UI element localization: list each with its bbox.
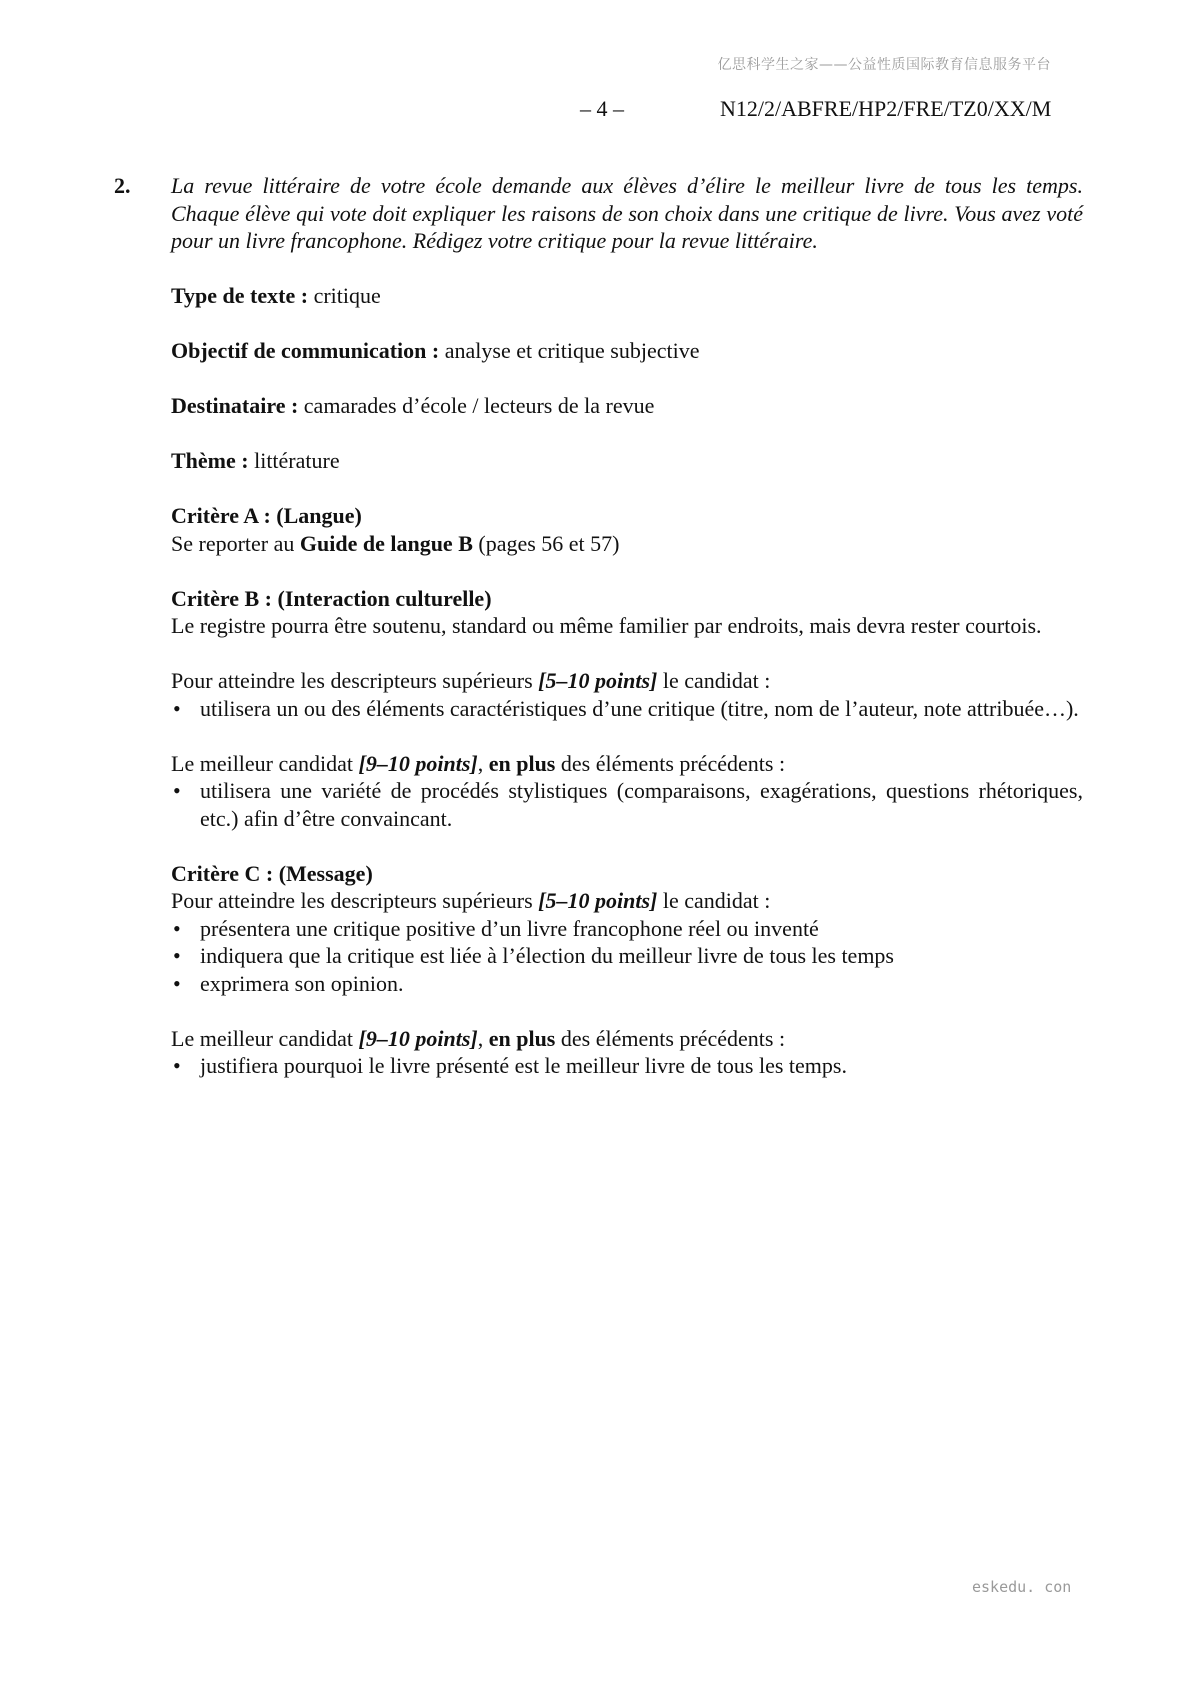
language-guide-ref: Guide de langue B	[299, 530, 473, 556]
text-type-label: Type de texte :	[171, 283, 309, 308]
top-watermark: 亿思科学生之家——公益性质国际教育信息服务平台	[717, 57, 1051, 73]
list-item-text: indiquera que la critique est liée à l’élection du meilleur livre de tous les temps	[200, 943, 894, 968]
text-type-line	[171, 282, 1083, 310]
criterion-b-upper-intro	[171, 667, 1083, 695]
criterion-b-heading	[171, 585, 1083, 613]
bullet-icon: •	[173, 943, 181, 968]
criterion-b-best-intro	[171, 750, 1083, 778]
c-best-mid: ,	[477, 1025, 489, 1051]
bullet-icon: •	[173, 778, 181, 803]
criterion-a-heading-text: Critère A : (Langue)	[171, 503, 362, 528]
criterion-b-best-list	[171, 777, 1083, 832]
criterion-c-heading	[171, 860, 1083, 888]
b-upper-points: [5–10 points]	[538, 668, 658, 693]
list-item	[171, 695, 1083, 723]
list-item-text: présentera une critique positive d’un livre francophone réel ou inventé	[200, 915, 819, 941]
list-item	[171, 915, 1083, 943]
criterion-a-text-pre: Se reporter au	[171, 530, 300, 556]
question-prompt: La revue littéraire de votre école demande aux élèves d’élire le meilleur livre de tous les temps. Chaque élève qui vote doit expliquer les raisons de son choix dans une critique de livre. Vous avez voté pour un livre francophone. Rédigez votre critique pour la revue littéraire.	[171, 173, 1083, 253]
list-item	[171, 942, 1083, 970]
list-item	[171, 777, 1083, 832]
list-item-text: exprimera son opinion.	[200, 970, 404, 996]
criterion-c-best-intro	[171, 1025, 1083, 1053]
criterion-a-text	[171, 530, 1083, 558]
c-upper-post: le candidat :	[657, 888, 771, 913]
b-best-post: des éléments précédents :	[555, 750, 786, 776]
c-upper-pre: Pour atteindre les descripteurs supérieurs	[171, 888, 539, 913]
bullet-icon: •	[173, 695, 181, 721]
bottom-watermark: eskedu. con	[972, 1578, 1072, 1596]
criterion-b-text: Le registre pourra être soutenu, standard ou même familier par endroits, mais devra rester courtois.	[171, 613, 1042, 638]
b-upper-post: le candidat :	[657, 668, 771, 693]
b-upper-pre: Pour atteindre les descripteurs supérieurs	[171, 668, 539, 693]
c-upper-points: [5–10 points]	[538, 888, 658, 913]
page-number: – 4 –	[580, 96, 624, 121]
text-type-value: critique	[308, 283, 381, 308]
list-item-text: utilisera un ou des éléments caractéristiques d’une critique (titre, nom de l’auteur, note attribuée…).	[200, 695, 1079, 721]
c-best-pre: Le meilleur candidat	[171, 1025, 359, 1051]
objective-line	[171, 337, 1083, 365]
list-item	[171, 970, 1083, 998]
question-content	[171, 172, 1083, 1080]
list-item-text: utilisera une variété de procédés stylistiques (comparaisons, exagérations, questions rhétoriques, etc.) afin d’être convaincant.	[200, 778, 1083, 831]
criterion-c-best-list	[171, 1052, 1083, 1080]
criterion-c-upper-list	[171, 915, 1083, 998]
b-best-mid: ,	[477, 750, 489, 776]
list-item	[171, 1052, 1083, 1080]
c-best-points: [9–10 points]	[358, 1025, 478, 1051]
b-best-pre: Le meilleur candidat	[171, 750, 359, 776]
objective-value: analyse et critique subjective	[439, 338, 700, 363]
c-best-bold: en plus	[488, 1025, 556, 1051]
b-best-bold: en plus	[488, 750, 556, 776]
bullet-icon: •	[173, 915, 181, 941]
bullet-icon: •	[173, 970, 181, 996]
criterion-c-upper-intro	[171, 887, 1083, 915]
bullet-icon: •	[173, 1053, 181, 1078]
audience-label: Destinataire :	[171, 393, 299, 418]
b-best-points: [9–10 points]	[358, 750, 478, 776]
c-best-post: des éléments précédents :	[555, 1025, 786, 1051]
document-code: N12/2/ABFRE/HP2/FRE/TZ0/XX/M	[720, 96, 1052, 121]
question-number: 2.	[114, 173, 131, 198]
theme-line	[171, 447, 1083, 475]
theme-value: littérature	[248, 448, 340, 473]
criterion-b-heading-text: Critère B : (Interaction culturelle)	[171, 585, 492, 611]
criterion-b-upper-list	[171, 695, 1083, 723]
criterion-a-text-post: (pages 56 et 57)	[472, 530, 620, 556]
objective-label: Objectif de communication :	[171, 338, 440, 363]
list-item-text: justifiera pourquoi le livre présenté est le meilleur livre de tous les temps.	[200, 1053, 847, 1078]
criterion-a-heading	[171, 502, 1083, 530]
theme-label: Thème :	[171, 448, 249, 473]
criterion-c-heading-text: Critère C : (Message)	[171, 860, 373, 886]
audience-line	[171, 392, 1083, 420]
audience-value: camarades d’école / lecteurs de la revue	[298, 393, 655, 418]
